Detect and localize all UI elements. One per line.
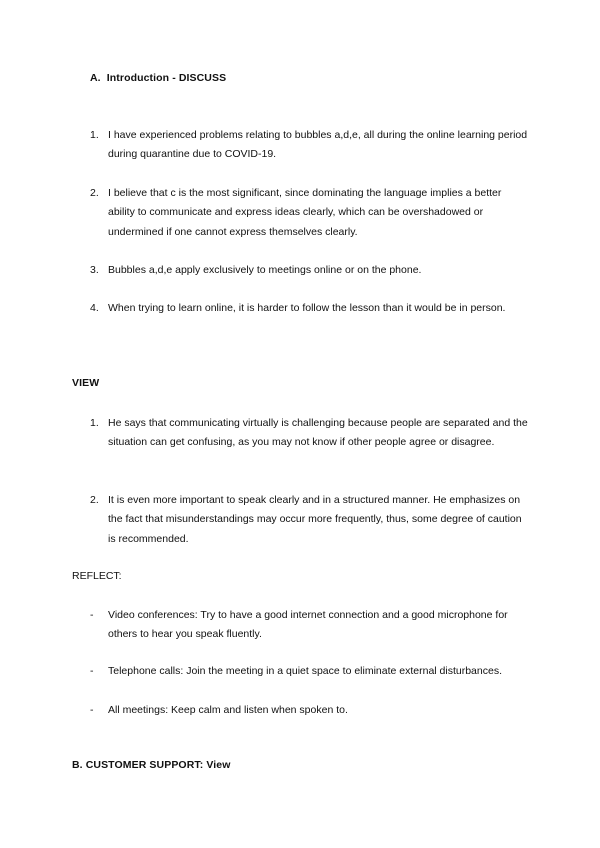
section-b-heading: B. CUSTOMER SUPPORT: View xyxy=(72,759,231,771)
list-marker: 4. xyxy=(90,302,99,314)
list-marker: - xyxy=(90,665,94,677)
list-item-text: Video conferences: Try to have a good internet connection and a good microphone for others to hear you speak fluently. xyxy=(108,609,508,641)
list-item-text: I have experienced problems relating to bubbles a,d,e, all during the online learning period during quarantine due to COVID-19. xyxy=(108,129,528,161)
list-marker: 2. xyxy=(90,187,99,199)
list-marker: 2. xyxy=(90,494,99,506)
view-heading: VIEW xyxy=(72,377,100,389)
list-item-text: Telephone calls: Join the meeting in a quiet space to eliminate external disturbances. xyxy=(108,665,502,677)
list-item-text: All meetings: Keep calm and listen when spoken to. xyxy=(108,704,348,716)
reflect-heading: REFLECT: xyxy=(72,570,122,582)
list-item-text: It is even more important to speak clearly and in a structured manner. He emphasizes on the fact that misunderstandings may occur more frequently, thus, some degree of caution is recommended. xyxy=(108,494,522,545)
list-marker: 3. xyxy=(90,264,99,276)
list-marker: 1. xyxy=(90,417,99,429)
section-a-heading xyxy=(90,72,226,84)
list-marker: 1. xyxy=(90,129,99,141)
list-marker: - xyxy=(90,704,94,716)
section-a-label: A. xyxy=(90,72,101,84)
list-marker: - xyxy=(90,609,94,621)
list-item-text: Bubbles a,d,e apply exclusively to meetings online or on the phone. xyxy=(108,264,422,276)
list-item-text: He says that communicating virtually is challenging because people are separated and the situation can get confusing, as you may not know if other people agree or disagree. xyxy=(108,417,528,449)
list-item-text: When trying to learn online, it is harder to follow the lesson than it would be in person. xyxy=(108,302,506,314)
list-item-text: I believe that c is the most significant, since dominating the language implies a better ability to communicate and express ideas clearly, which can be overshadowed or undermined if one cannot express themselves clearly. xyxy=(108,187,502,238)
section-a-title: Introduction - DISCUSS xyxy=(106,72,227,84)
